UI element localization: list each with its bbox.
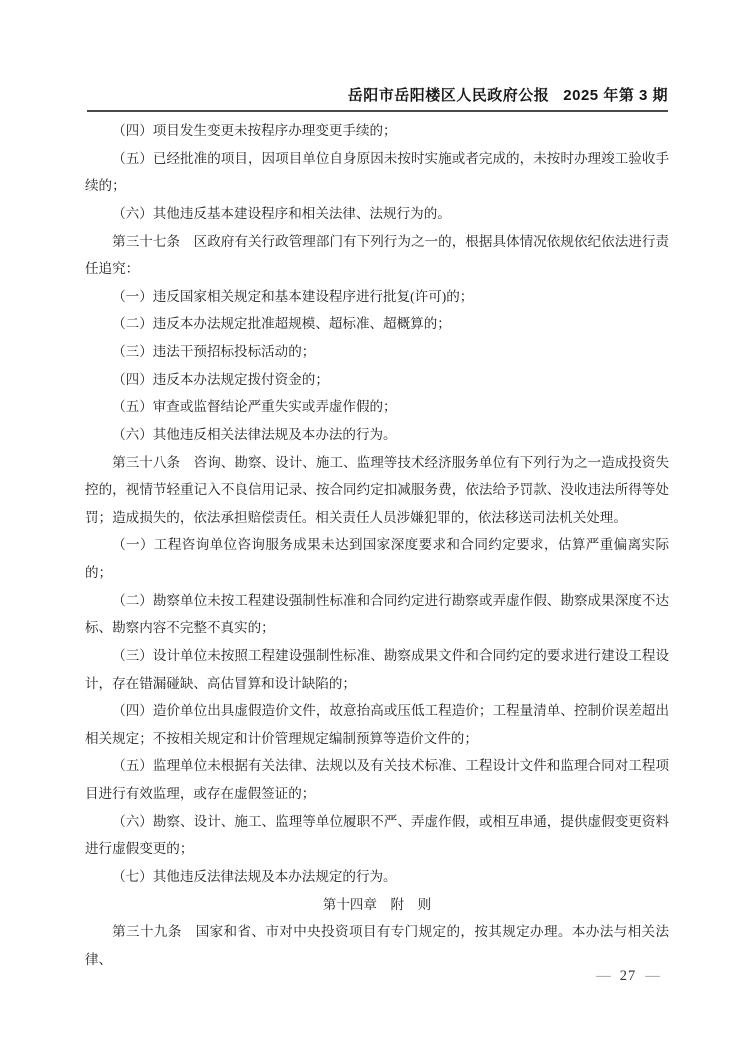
paragraph: 第三十七条 区政府有关行政管理部门有下列行为之一的，根据具体情况依规依纪依法进行责任追究： — [85, 233, 669, 277]
gazette-header — [85, 84, 668, 105]
paragraph: （二）违反本办法规定批准超规模、超标准、超概算的； — [112, 316, 451, 332]
paragraph: （一）工程咨询单位咨询服务成果未达到国家深度要求和合同约定要求，估算严重偏离实际的； — [85, 537, 669, 580]
page-number-dash-right: — — [645, 968, 660, 984]
gazette-title: 岳阳市岳阳楼区人民政府公报 — [347, 87, 550, 104]
paragraph: （六）其他违反相关法律法规及本办法的行为。 — [112, 426, 397, 442]
paragraph: （六）勘察、设计、施工、监理等单位履职不严、弄虚作假，或相互串通，提供虚假变更资料进行虚假变更的； — [85, 813, 669, 857]
paragraph: （四）项目发生变更未按程序办理变更手续的； — [112, 123, 397, 138]
paragraph: （三）设计单位未按照工程建设强制性标准、勘察成果文件和合同约定的要求进行建设工程设计，存在错漏碰缺、高估冒算和设计缺陷的； — [85, 647, 669, 691]
paragraph: （六）其他违反基本建设程序和相关法律、法规行为的。 — [112, 205, 451, 221]
paragraph: （四）违反本办法规定拨付资金的； — [112, 371, 329, 387]
paragraph: 第三十九条 国家和省、市对中央投资项目有专门规定的，按其规定办理。本办法与相关法律、 — [85, 924, 669, 967]
paragraph: （五）监理单位未根据有关法律、法规以及有关技术标准、工程设计文件和监理合同对工程项目进行有效监理，或存在虚假签证的； — [85, 758, 669, 801]
paragraph: （二）勘察单位未按工程建设强制性标准和合同约定进行勘察或弄虚作假、勘察成果深度不达标、勘察内容不完整不真实的； — [85, 592, 669, 636]
paragraph: （五）审查或监督结论严重失实或弄虚作假的； — [112, 399, 397, 415]
paragraph: （七）其他违反法律法规及本办法规定的行为。 — [112, 868, 397, 884]
page-number-dash-left: — — [596, 968, 611, 984]
document-body — [85, 117, 669, 973]
paragraph: 第十四章 附 则 — [322, 896, 432, 912]
paragraph: 第三十八条 咨询、勘察、设计、施工、监理等技术经济服务单位有下列行为之一造成投资失控的，视情节轻重记入不良信用记录、按合同约定扣减服务费，依法给予罚款、没收违法所得等处罚；造成损失的，依法承担赔偿责任。相关责任人员涉嫌犯罪的，依法移送司法机关处理。 — [85, 454, 669, 525]
paragraph: （四）造价单位出具虚假造价文件，故意抬高或压低工程造价；工程量清单、控制价误差超出相关规定；不按相关规定和计价管理规定编制预算等造价文件的； — [85, 703, 669, 746]
page-number-value: 27 — [619, 968, 637, 984]
paragraph: （一）违反国家相关规定和基本建设程序进行批复(许可)的； — [112, 288, 474, 304]
paragraph: （五）已经批准的项目，因项目单位自身原因未按时实施或者完成的，未按时办理竣工验收手续的； — [85, 150, 669, 194]
gazette-issue: 2025 年第 3 期 — [563, 87, 668, 104]
page-number — [580, 968, 676, 985]
paragraph: （三）违法干预招标投标活动的； — [112, 344, 316, 359]
header-rule — [87, 110, 668, 112]
